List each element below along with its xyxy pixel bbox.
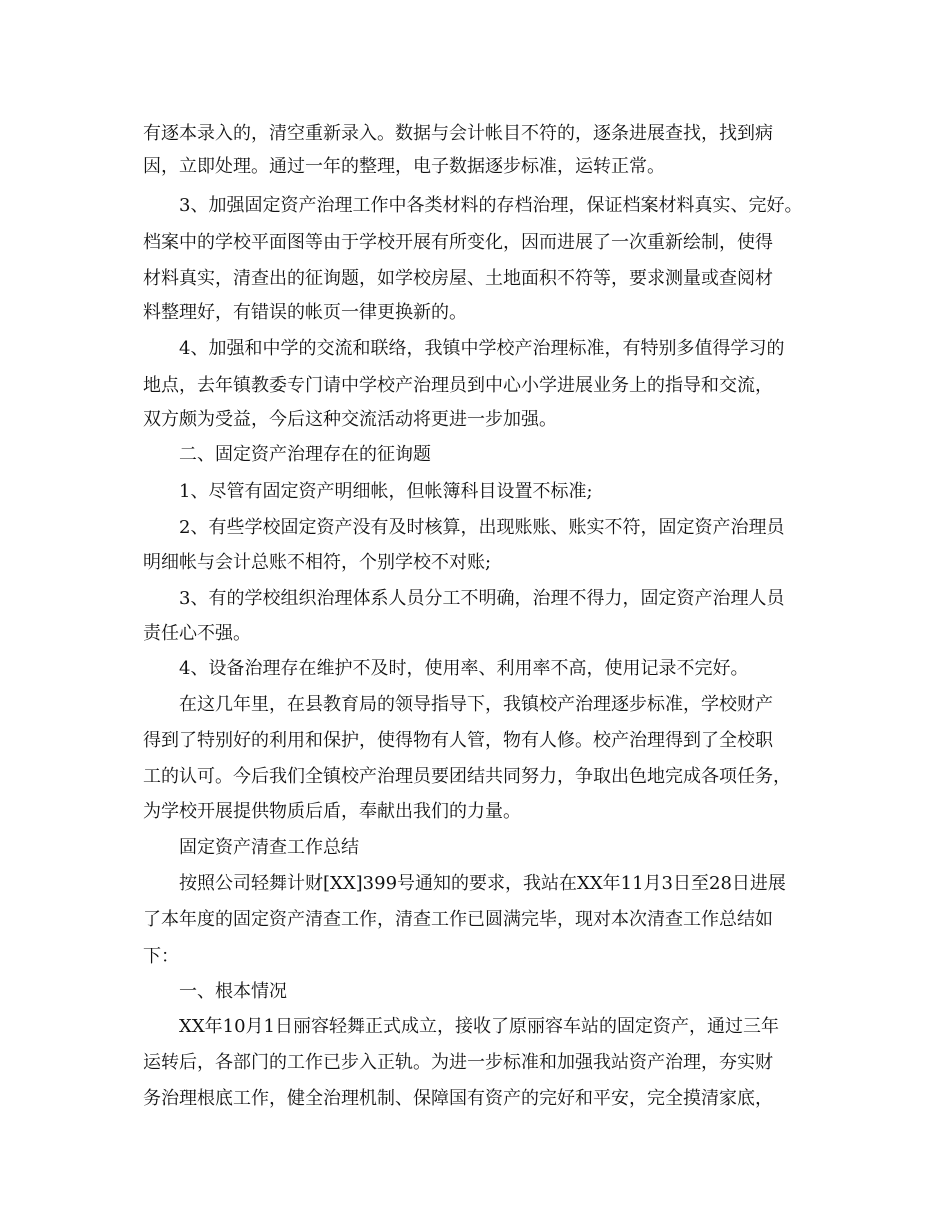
section-heading: 固定资产清查工作总结 bbox=[179, 837, 359, 858]
text-line: 2、有些学校固定资产没有及时核算，出现账账、账实不符，固定资产治理员 bbox=[179, 517, 785, 538]
text-line: 因，立即处理。通过一年的整理，电子数据逐步标准，运转正常。 bbox=[143, 156, 665, 177]
text-line: 3、有的学校组织治理体系人员分工不明确，治理不得力，固定资产治理人员 bbox=[179, 588, 785, 609]
text-line: 了本年度的固定资产清查工作，清查工作已圆满完毕，现对本次清查工作总结如 bbox=[143, 909, 773, 930]
text-line: 料整理好，有错误的帐页一律更换新的。 bbox=[143, 302, 467, 323]
text-line: 地点，去年镇教委专门请中学校产治理员到中心小学进展业务上的指导和交流， bbox=[143, 375, 773, 396]
text-line: 得到了特别好的利用和保护，使得物有人管，物有人修。校产治理得到了全校职 bbox=[143, 730, 773, 751]
text-line: XX年10月1日丽容轻舞正式成立，接收了原丽容车站的固定资产，通过三年 bbox=[179, 1016, 779, 1037]
section-heading: 二、固定资产治理存在的征询题 bbox=[179, 444, 431, 465]
text-line: 按照公司轻舞计财[XX]399号通知的要求，我站在XX年11月3日至28日进展 bbox=[179, 873, 786, 894]
text-line: 1、尽管有固定资产明细帐，但帐簿科目设置不标准; bbox=[179, 481, 593, 502]
text-line: 4、设备治理存在维护不及时，使用率、利用率不高，使用记录不完好。 bbox=[179, 658, 749, 679]
text-line: 运转后，各部门的工作已步入正轨。为进一步标准和加强我站资产治理，夯实财 bbox=[143, 1052, 773, 1073]
text-line: 为学校开展提供物质后盾，奉献出我们的力量。 bbox=[143, 801, 521, 822]
section-heading: 一、根本情况 bbox=[179, 981, 287, 1002]
text-line: 下： bbox=[143, 946, 179, 967]
text-line: 材料真实，清查出的征询题，如学校房屋、土地面积不符等，要求测量或查阅材 bbox=[143, 268, 773, 289]
text-line: 责任心不强。 bbox=[143, 623, 251, 644]
text-line: 有逐本录入的，清空重新录入。数据与会计帐目不符的，逐条进展查找，找到病 bbox=[143, 123, 773, 144]
text-line: 4、加强和中学的交流和联络，我镇中学校产治理标准，有特别多值得学习的 bbox=[179, 338, 785, 359]
text-line: 3、加强固定资产治理工作中各类材料的存档治理，保证档案材料真实、完好。 bbox=[179, 195, 803, 216]
text-line: 档案中的学校平面图等由于学校开展有所变化，因而进展了一次重新绘制，使得 bbox=[143, 232, 773, 253]
text-line: 务治理根底工作，健全治理机制、保障国有资产的完好和平安，完全摸清家底， bbox=[143, 1088, 773, 1109]
text-line: 双方颇为受益，今后这种交流活动将更进一步加强。 bbox=[143, 409, 557, 430]
text-line: 明细帐与会计总账不相符，个别学校不对账; bbox=[143, 552, 492, 573]
text-line: 工的认可。今后我们全镇校产治理员要团结共同努力，争取出色地完成各项任务， bbox=[143, 766, 791, 787]
text-line: 在这几年里，在县教育局的领导指导下，我镇校产治理逐步标准，学校财产 bbox=[179, 694, 773, 715]
